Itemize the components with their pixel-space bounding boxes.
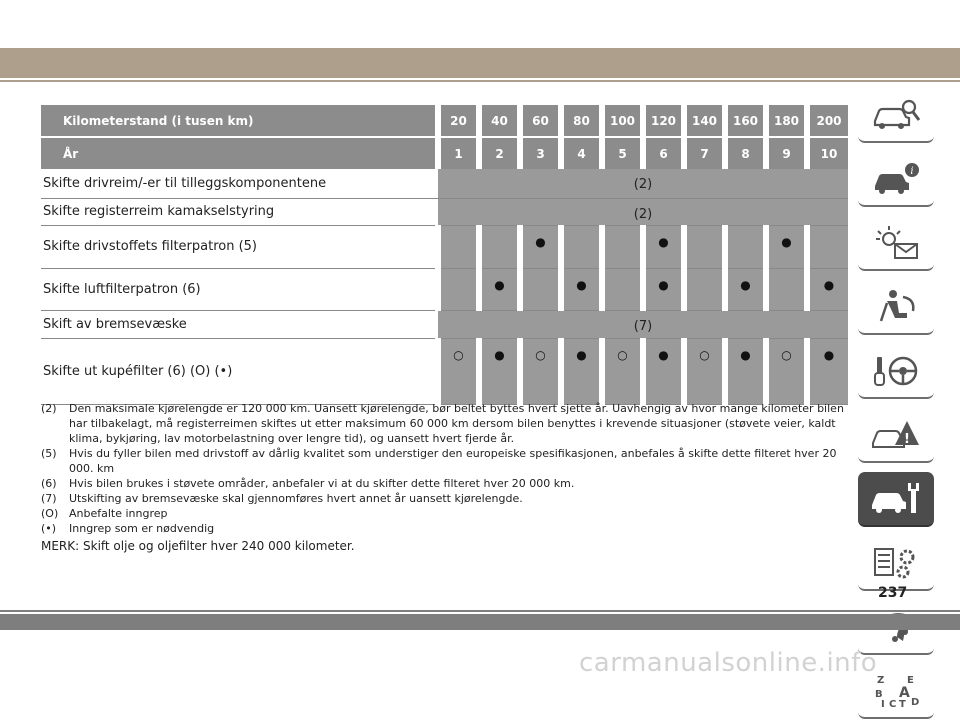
tab-servicing-maintenance[interactable]: [858, 472, 934, 527]
interval-mark: ●: [479, 338, 520, 404]
interval-mark: [807, 225, 848, 268]
svg-text:D: D: [911, 696, 920, 708]
interval-mark: ●: [725, 338, 766, 404]
page-number: 237: [878, 585, 908, 601]
maintenance-schedule-table: [41, 105, 848, 405]
footnote: [41, 446, 851, 476]
interval-mark: ●: [725, 268, 766, 310]
interval-mark: ●: [766, 225, 807, 268]
footnote-text: Den maksimale kjørelengde er 120 000 km. Uansett kjørelengde, bør beltet byttes hvert sjette år. Uavhengig av hvor mange kilometer bilen har tilbakelagt, må registerreimen skiftes ut etter maksimum 60 000 km dersom bilen benyttes i krevende situasjoner (støvete veier, kaldt klima, bykjøring, lav motorbelastning over lengre tid), og uansett hvert fjerde år.: [69, 402, 844, 445]
km-col-header: 80: [561, 105, 602, 137]
span-note-cell: (7): [438, 310, 848, 338]
top-decorative-band: [0, 48, 960, 78]
legend-key: (O): [41, 507, 59, 520]
interval-mark: ●: [643, 268, 684, 310]
svg-text:Z: Z: [877, 674, 885, 686]
svg-text:B: B: [875, 688, 883, 700]
footnote: [41, 476, 851, 491]
interval-mark: ○: [684, 338, 725, 404]
tab-dashboard-info[interactable]: [858, 152, 934, 207]
year-col-header: 1: [438, 137, 479, 169]
table-row: [41, 268, 848, 310]
table-row: [41, 225, 848, 268]
footnote-text: Utskifting av bremsevæske skal gjennomføres hvert annet år uansett kjørelengde.: [69, 492, 523, 505]
km-col-header: 200: [807, 105, 848, 137]
interval-mark: [684, 225, 725, 268]
tab-technical-specifications[interactable]: [858, 536, 934, 591]
car-hazard-icon: [869, 415, 923, 455]
bottom-decorative-band: [0, 614, 960, 630]
footnotes: [41, 401, 851, 554]
chapter-sidebar: [858, 88, 934, 728]
svg-text:i: i: [910, 165, 914, 177]
interval-mark: ○: [766, 338, 807, 404]
car-wrench-icon: [869, 479, 923, 519]
tab-in-case-of-emergency[interactable]: [858, 408, 934, 463]
interval-mark: ●: [479, 268, 520, 310]
year-col-header: 6: [643, 137, 684, 169]
interval-mark: ○: [438, 338, 479, 404]
interval-mark: ●: [561, 268, 602, 310]
car-info-icon: [869, 159, 923, 199]
interval-mark: [725, 225, 766, 268]
span-note-cell: (2): [438, 198, 848, 225]
interval-mark: [479, 225, 520, 268]
task-label: Skifte ut kupéfilter (6) (O) (•): [41, 338, 438, 404]
year-col-header: 5: [602, 137, 643, 169]
footnote: [41, 491, 851, 506]
warning-light-message-icon: [869, 223, 923, 263]
interval-mark: [766, 268, 807, 310]
legend-text: Anbefalte inngrep: [69, 507, 168, 520]
table-row: [41, 310, 848, 338]
interval-mark: ●: [807, 268, 848, 310]
footnote-text: Hvis bilen brukes i støvete områder, anbefaler vi at du skifter dette filteret hver 20 000 km.: [69, 477, 575, 490]
table-row: [41, 169, 848, 198]
footnote-key: (5): [41, 447, 57, 460]
km-header-label: Kilometerstand (i tusen km): [41, 105, 438, 137]
year-col-header: 9: [766, 137, 807, 169]
tab-starting-operating[interactable]: [858, 344, 934, 399]
year-col-header: 7: [684, 137, 725, 169]
footnote-key: (7): [41, 492, 57, 505]
footnote-key: (2): [41, 402, 57, 415]
interval-mark: [438, 268, 479, 310]
legend-required: [41, 521, 851, 536]
tab-safety[interactable]: [858, 280, 934, 335]
svg-text:C: C: [889, 698, 897, 710]
km-col-header: 120: [643, 105, 684, 137]
km-col-header: 40: [479, 105, 520, 137]
task-label: Skifte luftfilterpatron (6): [41, 268, 438, 310]
year-col-header: 3: [520, 137, 561, 169]
interval-mark: [602, 225, 643, 268]
km-col-header: 140: [684, 105, 725, 137]
legend-recommended: [41, 506, 851, 521]
km-col-header: 180: [766, 105, 807, 137]
interval-mark: ○: [520, 338, 561, 404]
interval-mark: [561, 225, 602, 268]
legend-key: (•): [41, 522, 57, 535]
table-row: [41, 338, 848, 404]
tab-get-to-know-vehicle[interactable]: [858, 88, 934, 143]
footnote: [41, 401, 851, 446]
year-col-header: 8: [725, 137, 766, 169]
interval-mark: ●: [643, 225, 684, 268]
year-col-header: 2: [479, 137, 520, 169]
km-col-header: 60: [520, 105, 561, 137]
svg-text:A: A: [899, 684, 910, 701]
task-label: Skifte drivreim/-er til tilleggskomponentene: [41, 169, 438, 198]
interval-mark: [602, 268, 643, 310]
merk-note: MERK: Skift olje og oljefilter hver 240 000 kilometer.: [41, 539, 355, 553]
interval-mark: ●: [520, 225, 561, 268]
svg-text:T: T: [899, 698, 906, 710]
year-header-row: [41, 137, 848, 169]
car-magnifier-icon: [869, 95, 923, 135]
footnote-key: (6): [41, 477, 57, 490]
footnote-text: Hvis du fyller bilen med drivstoff av dårlig kvalitet som understiger den europeiske spesifikasjonen, anbefales å skifte dette filteret hver 20 000. km: [69, 447, 837, 475]
task-label: Skifte registerreim kamakselstyring: [41, 198, 438, 225]
km-col-header: 20: [438, 105, 479, 137]
year-col-header: 4: [561, 137, 602, 169]
span-note-cell: (2): [438, 169, 848, 198]
interval-mark: ●: [643, 338, 684, 404]
specifications-gears-icon: [869, 543, 923, 583]
interval-mark: [520, 268, 561, 310]
svg-text:E: E: [907, 674, 914, 686]
year-col-header: 10: [807, 137, 848, 169]
watermark-text: carmanualsonline.info: [579, 648, 878, 678]
tab-warnings-messages[interactable]: [858, 216, 934, 271]
km-header-row: [41, 105, 848, 137]
task-label: Skifte drivstoffets filterpatron (5): [41, 225, 438, 268]
year-header-label: År: [41, 137, 438, 169]
key-steering-wheel-icon: [869, 351, 923, 391]
airbag-seat-icon: [869, 287, 923, 327]
km-col-header: 100: [602, 105, 643, 137]
table-row: [41, 198, 848, 225]
interval-mark: [684, 268, 725, 310]
km-col-header: 160: [725, 105, 766, 137]
svg-text:I: I: [881, 698, 885, 710]
interval-mark: ●: [561, 338, 602, 404]
legend-text: Inngrep som er nødvendig: [69, 522, 215, 535]
interval-mark: ○: [602, 338, 643, 404]
svg-text:!: !: [904, 431, 910, 447]
task-label: Skift av bremsevæske: [41, 310, 438, 338]
interval-mark: [438, 225, 479, 268]
interval-mark: ●: [807, 338, 848, 404]
